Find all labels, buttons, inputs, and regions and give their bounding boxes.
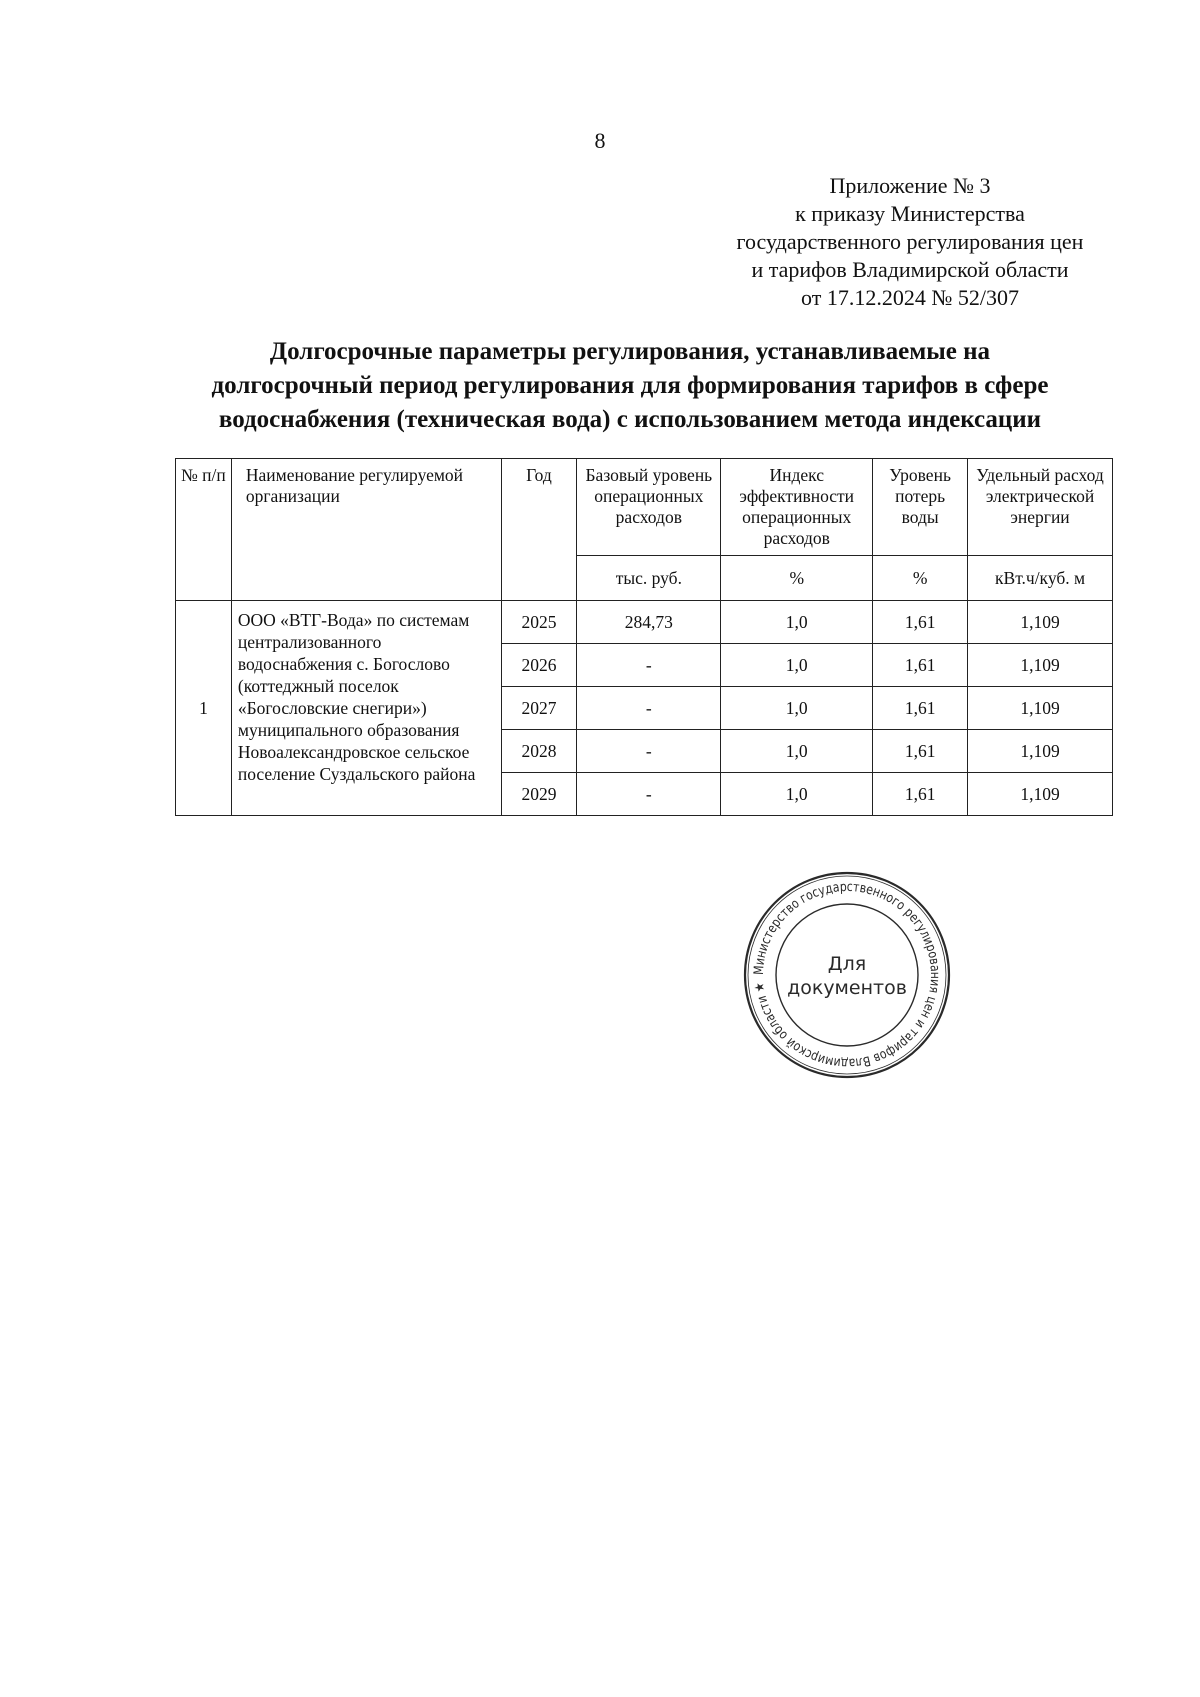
official-seal <box>742 870 952 1080</box>
cell-base-opex: - <box>577 687 721 730</box>
cell-energy-consumption: 1,109 <box>968 687 1113 730</box>
cell-year: 2027 <box>501 687 577 730</box>
appendix-line-1: Приложение № 3 <box>829 173 991 198</box>
appendix-line-3: государственного регулирования цен <box>736 229 1084 254</box>
cell-energy-consumption: 1,109 <box>968 773 1113 816</box>
cell-efficiency-index: 1,0 <box>721 730 873 773</box>
parameters-table <box>175 458 1113 816</box>
seal-center-line-2: документов <box>787 977 907 999</box>
cell-water-loss: 1,61 <box>873 730 968 773</box>
appendix-line-2: к приказу Министерства <box>795 201 1025 226</box>
cell-energy-consumption: 1,109 <box>968 730 1113 773</box>
cell-energy-consumption: 1,109 <box>968 644 1113 687</box>
unit-base-opex: тыс. руб. <box>577 556 721 601</box>
header-water-loss: Уровень потерь воды <box>873 459 968 556</box>
seal-ring-text: Министерство государственного регулирования цен и тарифов Владимирской области ★ <box>751 879 943 1071</box>
cell-efficiency-index: 1,0 <box>721 687 873 730</box>
header-organization: Наименование регулируемой организации <box>231 459 501 601</box>
header-year: Год <box>501 459 577 601</box>
appendix-header <box>700 172 1120 312</box>
table-row <box>176 601 1113 644</box>
unit-water-loss: % <box>873 556 968 601</box>
page-number: 8 <box>594 128 606 153</box>
cell-year: 2026 <box>501 644 577 687</box>
header-energy-consumption: Удельный расход электрической энергии <box>968 459 1113 556</box>
cell-base-opex: 284,73 <box>577 601 721 644</box>
header-number: № п/п <box>176 459 232 601</box>
cell-efficiency-index: 1,0 <box>721 773 873 816</box>
document-title <box>170 335 1090 437</box>
cell-base-opex: - <box>577 644 721 687</box>
unit-efficiency-index: % <box>721 556 873 601</box>
title-line-2: долгосрочный период регулирования для формирования тарифов в сфере <box>211 372 1049 399</box>
cell-year: 2028 <box>501 730 577 773</box>
header-efficiency-index: Индекс эффективности операционных расходов <box>721 459 873 556</box>
cell-energy-consumption: 1,109 <box>968 601 1113 644</box>
appendix-line-4: и тарифов Владимирской области <box>751 257 1069 282</box>
header-base-opex: Базовый уровень операционных расходов <box>577 459 721 556</box>
title-line-1: Долгосрочные параметры регулирования, устанавливаемые на <box>269 338 991 365</box>
appendix-line-5: от 17.12.2024 № 52/307 <box>801 285 1019 310</box>
cell-base-opex: - <box>577 730 721 773</box>
cell-water-loss: 1,61 <box>873 773 968 816</box>
cell-water-loss: 1,61 <box>873 687 968 730</box>
entry-number: 1 <box>176 601 232 816</box>
unit-energy-consumption: кВт.ч/куб. м <box>968 556 1113 601</box>
cell-year: 2029 <box>501 773 577 816</box>
cell-year: 2025 <box>501 601 577 644</box>
cell-water-loss: 1,61 <box>873 601 968 644</box>
cell-base-opex: - <box>577 773 721 816</box>
seal-center-line-1: Для <box>827 953 867 975</box>
cell-efficiency-index: 1,0 <box>721 601 873 644</box>
organization-name: ООО «ВТГ-Вода» по системам централизованного водоснабжения с. Богослово (коттеджный поселок «Богословские снегири») муниципального образования Новоалександровское сельское поселение Суздальского района <box>231 601 501 816</box>
cell-water-loss: 1,61 <box>873 644 968 687</box>
cell-efficiency-index: 1,0 <box>721 644 873 687</box>
title-line-3: водоснабжения (техническая вода) с использованием метода индексации <box>218 406 1042 433</box>
